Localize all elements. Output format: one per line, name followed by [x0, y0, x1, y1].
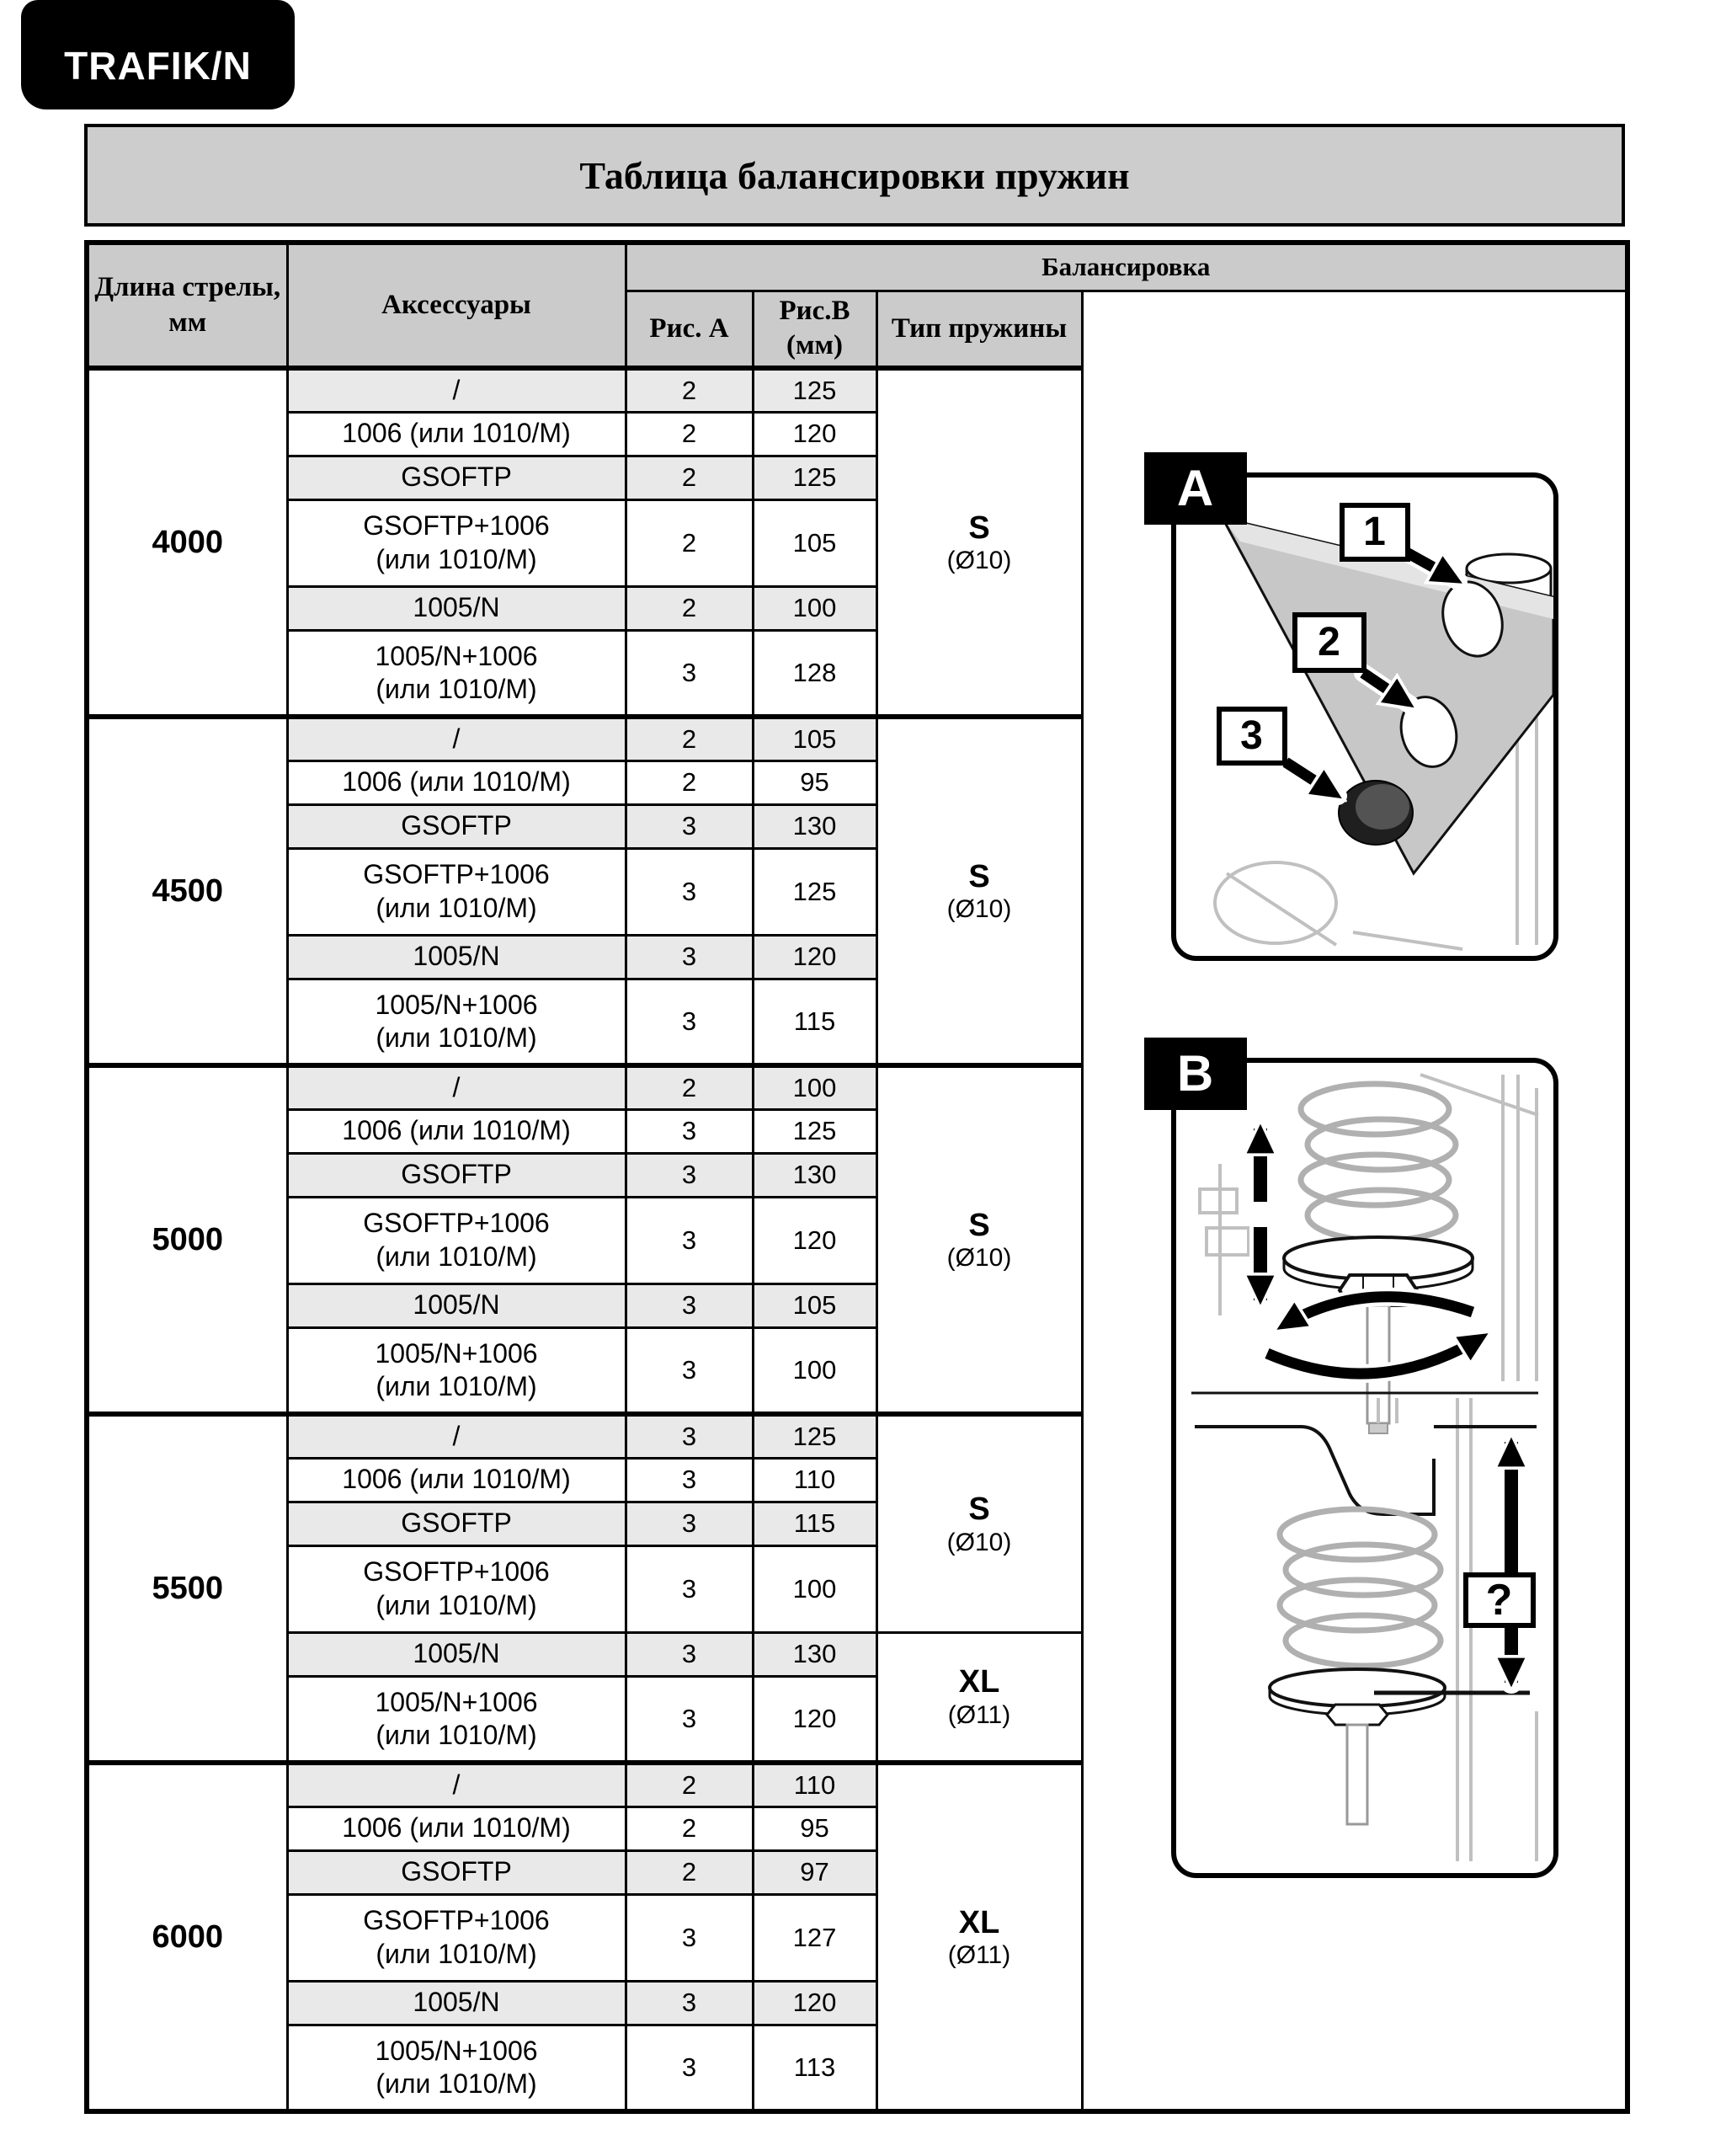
accessory-line1: 1005/N: [413, 592, 500, 623]
accessory-line1: 1006 (или 1010/M): [342, 1115, 571, 1146]
accessory-line1: 1005/N: [413, 941, 500, 972]
accessory: [287, 1327, 626, 1414]
accessory-line1: GSOFTP: [401, 1508, 512, 1539]
accessory-line2: (или 1010/M): [376, 1589, 537, 1620]
spring-type: [876, 1763, 1082, 2111]
fig-b-value: 100: [753, 1065, 876, 1109]
accessory-line1: 1005/N: [413, 1987, 500, 2018]
fig-b-value: 105: [753, 499, 876, 586]
accessory: [287, 979, 626, 1065]
accessory: [287, 848, 626, 935]
page-title: Таблица балансировки пружин: [579, 153, 1130, 197]
fig-a-value: 3: [626, 1327, 753, 1414]
accessory: [287, 1414, 626, 1458]
fig-a-value: 3: [626, 1894, 753, 1981]
fig-a-value: 3: [626, 979, 753, 1065]
fig-a-value: 2: [626, 412, 753, 456]
header-row: [87, 243, 1627, 291]
col-header-spring-type: Тип пружины: [876, 291, 1082, 368]
fig-b-value: 113: [753, 2025, 876, 2111]
accessory: [287, 935, 626, 979]
spring-type-diameter: (Ø10): [946, 1244, 1012, 1273]
spring-type-code: S: [968, 510, 990, 546]
accessory-line1: 1006 (или 1010/M): [342, 1464, 571, 1495]
spring-type: [876, 1414, 1082, 1632]
spring-type: [876, 368, 1082, 717]
accessory-line1: 1005/N+1006: [375, 640, 538, 671]
accessory: [287, 1763, 626, 1806]
product-badge: [21, 0, 295, 109]
spring-type-code: XL: [958, 1904, 1000, 1940]
col-header-fig-a: Рис. А: [626, 291, 753, 368]
accessory-line2: (или 1010/M): [376, 1938, 537, 1969]
accessory: [287, 2025, 626, 2111]
title-bar: [84, 124, 1625, 227]
figure-a-label: A: [1144, 452, 1247, 525]
accessory: [287, 1894, 626, 1981]
col-header-boom-length-line2: мм: [168, 307, 207, 338]
accessory-line2: (или 1010/M): [376, 892, 537, 923]
accessory-line1: 1005/N+1006: [375, 2035, 538, 2066]
boom-length: 5000: [87, 1065, 287, 1414]
spring-type-diameter: (Ø11): [947, 1941, 1011, 1970]
accessory-line2: (или 1010/M): [376, 2068, 537, 2099]
accessory-line1: /: [452, 1421, 461, 1452]
accessory-line1: /: [452, 1769, 461, 1801]
fig-b-value: 95: [753, 760, 876, 804]
accessory: [287, 499, 626, 586]
callout-1: 1: [1340, 503, 1410, 562]
fig-a-value: 3: [626, 1632, 753, 1676]
accessory: [287, 1502, 626, 1545]
accessory-line1: GSOFTP: [401, 810, 512, 841]
accessory-line2: (или 1010/M): [376, 673, 537, 704]
accessory-line1: GSOFTP: [401, 1159, 512, 1190]
accessory-line1: 1006 (или 1010/M): [342, 418, 571, 449]
fig-a-value: 3: [626, 804, 753, 848]
spring-balancing-table: [84, 240, 1630, 2114]
accessory: [287, 412, 626, 456]
fig-a-value: 2: [626, 1763, 753, 1806]
fig-b-value: 100: [753, 1327, 876, 1414]
fig-b-value: 115: [753, 1502, 876, 1545]
accessory-line2: (или 1010/M): [376, 543, 537, 574]
accessory-line1: 1006 (или 1010/M): [342, 766, 571, 798]
fig-b-value: 125: [753, 848, 876, 935]
fig-b-value: 120: [753, 412, 876, 456]
accessory-line1: 1005/N: [413, 1638, 500, 1669]
figures-area: [1082, 291, 1627, 2111]
accessory: [287, 1545, 626, 1632]
col-header-fig-b-line2: (мм): [786, 330, 843, 361]
fig-b-value: 110: [753, 1458, 876, 1502]
accessory: [287, 1981, 626, 2025]
boom-length: 4000: [87, 368, 287, 717]
callout-arrow-3: [1286, 762, 1338, 796]
fig-b-value: 130: [753, 1632, 876, 1676]
col-header-boom-length: [87, 243, 287, 368]
accessory-line1: 1005/N+1006: [375, 1686, 538, 1717]
fig-b-value: 130: [753, 1153, 876, 1197]
accessory-line2: (или 1010/M): [376, 1370, 537, 1401]
figure-panel-a: [1171, 460, 1558, 961]
fig-a-value: 2: [626, 499, 753, 586]
measurement-arrow-icon: [1374, 1442, 1530, 1693]
fig-a-value: 3: [626, 1981, 753, 2025]
accessory: [287, 1850, 626, 1894]
accessory: [287, 760, 626, 804]
fig-a-value: 3: [626, 1458, 753, 1502]
fig-b-value: 120: [753, 1981, 876, 2025]
spring-type-diameter: (Ø10): [946, 1528, 1012, 1556]
accessory-line1: /: [452, 1072, 461, 1103]
spring-type: [876, 717, 1082, 1065]
accessory: [287, 456, 626, 499]
spring-type: [876, 1065, 1082, 1414]
accessory-line1: GSOFTP+1006: [363, 1208, 550, 1239]
callout-2: 2: [1292, 612, 1366, 673]
fig-b-value: 97: [753, 1850, 876, 1894]
accessory: [287, 804, 626, 848]
boom-length: 4500: [87, 717, 287, 1065]
accessory-line2: (или 1010/M): [376, 1022, 537, 1053]
fig-a-value: 3: [626, 1283, 753, 1327]
fig-a-value: 3: [626, 848, 753, 935]
fig-b-value: 120: [753, 1676, 876, 1763]
accessory-line1: GSOFTP: [401, 462, 512, 493]
spring-type: [876, 1632, 1082, 1763]
fig-a-value: 3: [626, 1676, 753, 1763]
fig-b-value: 100: [753, 586, 876, 630]
spring-type-code: S: [968, 1491, 990, 1527]
fig-a-value: 3: [626, 1153, 753, 1197]
unknown-dimension-box: ?: [1463, 1572, 1536, 1628]
spring-type-code: S: [968, 1207, 990, 1243]
fig-b-value: 125: [753, 1109, 876, 1153]
accessory-line1: GSOFTP+1006: [363, 510, 550, 542]
fig-b-value: 127: [753, 1894, 876, 1981]
col-header-fig-b: [753, 291, 876, 368]
fig-a-value: 3: [626, 1414, 753, 1458]
fig-b-value: 100: [753, 1545, 876, 1632]
accessory-line2: (или 1010/M): [376, 1241, 537, 1272]
fig-a-value: 2: [626, 1806, 753, 1850]
accessory-line1: GSOFTP+1006: [363, 859, 550, 890]
fig-a-value: 3: [626, 2025, 753, 2111]
accessory-line1: 1006 (или 1010/M): [342, 1812, 571, 1844]
boom-length: 6000: [87, 1763, 287, 2111]
fig-b-value: 125: [753, 456, 876, 499]
fig-b-value: 105: [753, 1283, 876, 1327]
boom-length: 5500: [87, 1414, 287, 1763]
fig-b-value: 105: [753, 717, 876, 760]
fig-a-value: 3: [626, 935, 753, 979]
accessory-line2: (или 1010/M): [376, 1719, 537, 1750]
accessory-line1: GSOFTP+1006: [363, 1556, 550, 1588]
accessory: [287, 1806, 626, 1850]
accessory: [287, 1458, 626, 1502]
fig-b-value: 125: [753, 1414, 876, 1458]
accessory: [287, 1676, 626, 1763]
fig-a-value: 3: [626, 1545, 753, 1632]
col-header-boom-length-line1: Длина стрелы,: [94, 272, 281, 303]
product-badge-label: TRAFIK/N: [64, 44, 252, 88]
spring-type-diameter: (Ø11): [947, 1701, 1011, 1730]
accessory: [287, 1065, 626, 1109]
spring-type-diameter: (Ø10): [946, 547, 1012, 575]
accessory-line1: GSOFTP+1006: [363, 1905, 550, 1936]
fig-a-value: 2: [626, 760, 753, 804]
fig-a-value: 3: [626, 630, 753, 717]
fig-a-value: 2: [626, 1850, 753, 1894]
fig-a-value: 2: [626, 717, 753, 760]
spring-type-diameter: (Ø10): [946, 895, 1012, 924]
callout-3: 3: [1217, 707, 1287, 766]
accessory: [287, 630, 626, 717]
col-header-accessories: Аксессуары: [287, 243, 626, 368]
fig-a-value: 3: [626, 1109, 753, 1153]
figure-panel-b: [1171, 1045, 1558, 1878]
accessory: [287, 1153, 626, 1197]
accessory: [287, 368, 626, 412]
accessory-line1: 1005/N+1006: [375, 1337, 538, 1369]
fig-a-value: 2: [626, 586, 753, 630]
col-header-balancing: Балансировка: [626, 243, 1627, 291]
accessory: [287, 1109, 626, 1153]
fig-b-value: 110: [753, 1763, 876, 1806]
spring-type-code: S: [968, 858, 990, 894]
fig-b-value: 120: [753, 935, 876, 979]
fig-b-value: 115: [753, 979, 876, 1065]
spring-type-code: XL: [958, 1664, 1000, 1700]
fig-a-value: 2: [626, 1065, 753, 1109]
fig-b-value: 95: [753, 1806, 876, 1850]
accessory-line1: /: [452, 375, 461, 406]
accessory-line1: /: [452, 723, 461, 755]
fig-a-value: 2: [626, 368, 753, 412]
figure-b-illustration: [1176, 1063, 1553, 1873]
fig-a-value: 3: [626, 1197, 753, 1283]
hole-3-plug: [1339, 781, 1413, 845]
accessory: [287, 717, 626, 760]
fig-b-value: 125: [753, 368, 876, 412]
accessory-line1: 1005/N: [413, 1289, 500, 1321]
figure-b-label: B: [1144, 1038, 1247, 1110]
fig-b-value: 128: [753, 630, 876, 717]
fig-a-value: 3: [626, 1502, 753, 1545]
accessory: [287, 1632, 626, 1676]
col-header-fig-b-line1: Рис.В: [779, 296, 850, 326]
fig-a-value: 2: [626, 456, 753, 499]
accessory-line1: 1005/N+1006: [375, 989, 538, 1020]
fig-b-value: 120: [753, 1197, 876, 1283]
accessory: [287, 586, 626, 630]
fig-b-value: 130: [753, 804, 876, 848]
accessory: [287, 1283, 626, 1327]
table-wrapper: [84, 240, 1630, 2114]
accessory-line1: GSOFTP: [401, 1856, 512, 1887]
accessory: [287, 1197, 626, 1283]
